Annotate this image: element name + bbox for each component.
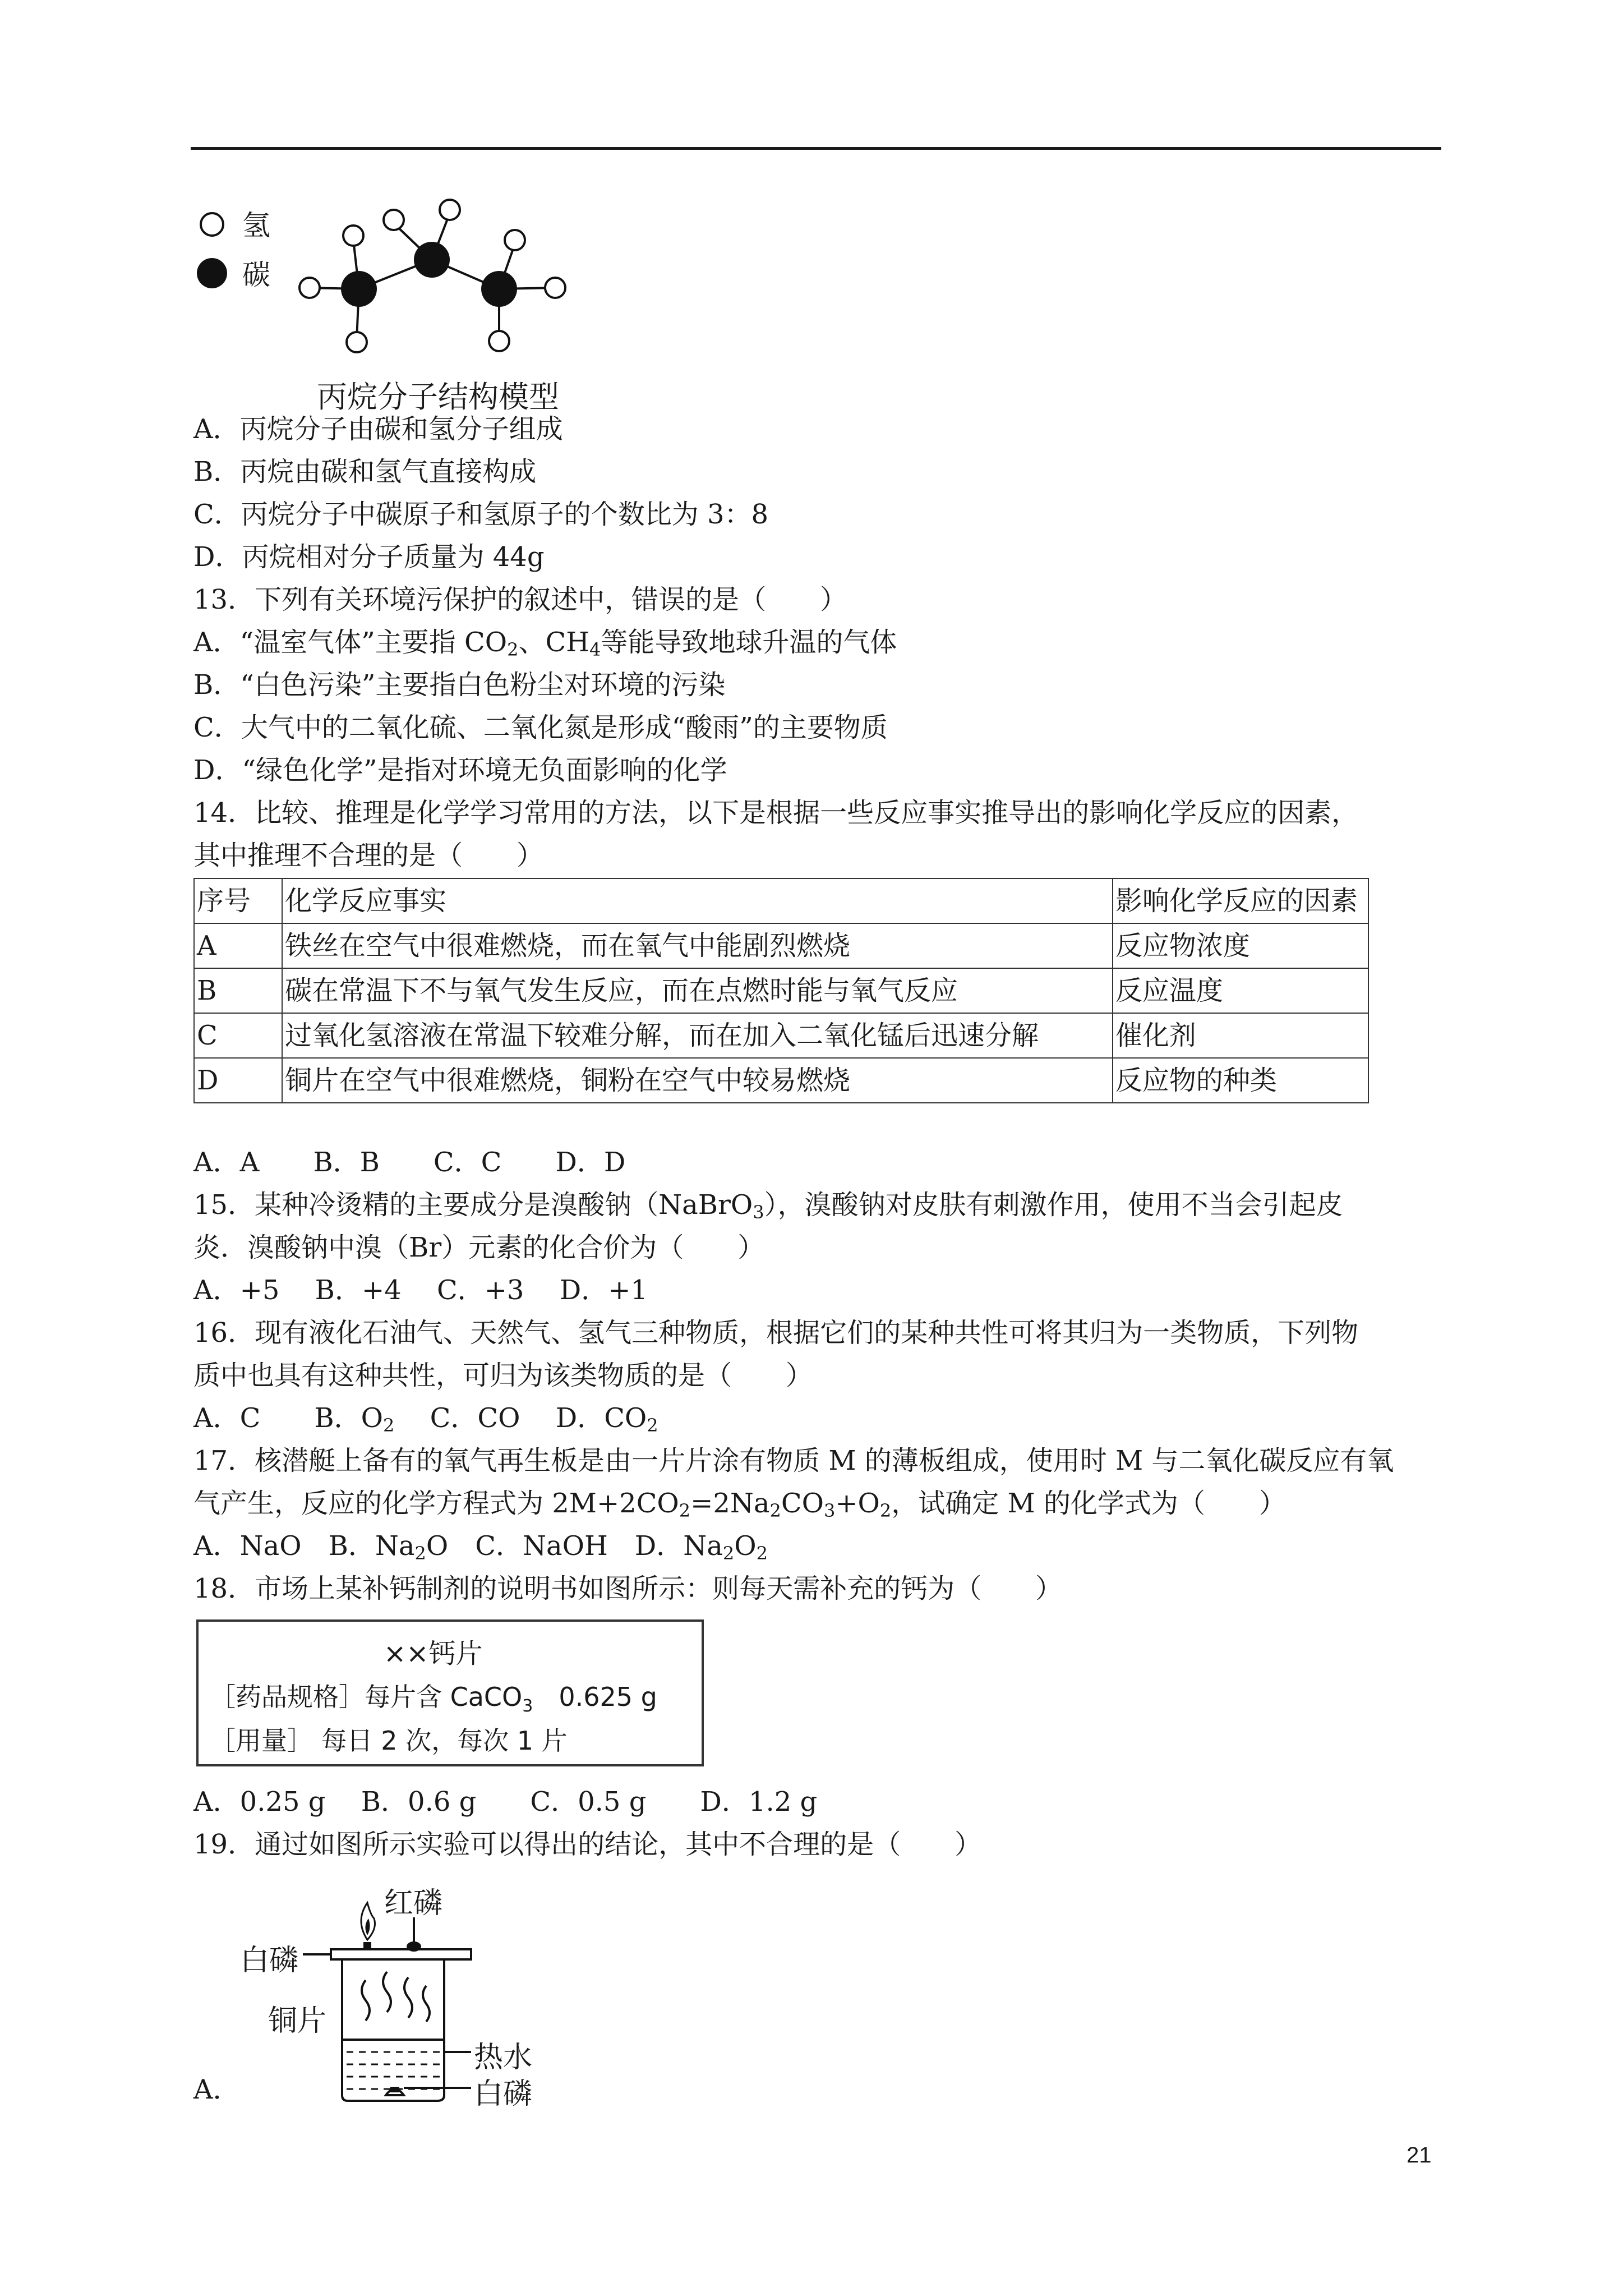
label-white-phosphorus-bottom: 白磷 [474, 2077, 533, 2111]
q14-stem-line2: 其中推理不合理的是（ ） [193, 840, 544, 871]
table-cell: D [194, 1058, 282, 1103]
label-white-phosphorus-top: 白磷 [240, 1944, 299, 1977]
table-cell: 铜片在空气中很难燃烧，铜粉在空气中较易燃烧 [282, 1058, 1113, 1103]
q14-table [193, 878, 1369, 1103]
label-red-phosphorus: 红磷 [384, 1887, 443, 1920]
table-cell: 反应物的种类 [1113, 1058, 1368, 1103]
label-hot-water: 热水 [474, 2041, 533, 2074]
legend-hydrogen-marker [201, 213, 223, 236]
table-cell: 过氧化氢溶液在常温下较难分解，而在加入二氧化锰后迅速分解 [282, 1013, 1113, 1058]
carbon-atom [341, 271, 377, 307]
q17-stem-line1: 17．核潜艇上备有的氧气再生板是由一片片涂有物质 M 的薄板组成，使用时 M 与二氧化碳反应有氧 [193, 1445, 1394, 1476]
q16-options: A．C B．$O_2$ C．CO D．$CO_2$ [193, 1402, 658, 1436]
table-row [194, 1013, 1368, 1058]
q13-option-b: B．“白色污染”主要指白色粉尘对环境的污染 [193, 669, 726, 701]
page-number: 21 [1407, 2143, 1432, 2168]
q17-options: A．NaO B．$Na_2O$ C．NaOH D．$Na_2O_2$ [193, 1530, 768, 1564]
q19-stem: 19．通过如图所示实验可以得出的结论，其中不合理的是（ ） [193, 1829, 982, 1860]
q13-option-d: D．“绿色化学”是指对环境无负面影响的化学 [193, 754, 727, 786]
q14-options: A．A B．B C．C D．D [193, 1147, 626, 1178]
table-cell: 反应温度 [1113, 968, 1368, 1013]
calcium-box-title: ××钙片 [384, 1638, 483, 1669]
legend-carbon-marker [197, 258, 227, 288]
q13-option-c: C．大气中的二氧化硫、二氧化氮是形成“酸雨”的主要物质 [193, 712, 888, 743]
q18-stem: 18．市场上某补钙制剂的说明书如图所示：则每天需补充的钙为（ ） [193, 1573, 1063, 1604]
q19-option-a: A． [193, 2074, 240, 2105]
table-row [194, 968, 1368, 1013]
q12-option-a: A．丙烷分子由碳和氢分子组成 [193, 413, 563, 445]
q12-option-d: D．丙烷相对分子质量为 44g [193, 541, 545, 573]
carbon-atom [481, 271, 517, 307]
q15-stem-line1: 15．某种冷烫精的主要成分是溴酸钠（NaBrO$_3$），溴酸钠对皮肤有刺激作用，使用不当会引起皮 [193, 1189, 1343, 1223]
table-cell: 催化剂 [1113, 1013, 1368, 1058]
legend-hydrogen-label: 氢 [242, 209, 270, 242]
label-copper-plate: 铜片 [268, 2004, 327, 2038]
table-header-cell: 化学反应事实 [282, 878, 1113, 923]
table-row [194, 923, 1368, 968]
carbon-atom [414, 242, 450, 278]
calcium-box-dosage: ［用量］ 每日 2 次，每次 1 片 [210, 1726, 568, 1756]
table-cell: 铁丝在空气中很难燃烧，而在氧气中能剧烈燃烧 [282, 923, 1113, 968]
q13-option-a: A．“温室气体”主要指 $CO_2$、$CH_4$等能导致地球升温的气体 [193, 627, 897, 660]
q17-stem-line2: 气产生，反应的化学方程式为 $2M+2CO_2=2Na_2CO_3+O_2$，试确定 M 的化学式为（ ） [193, 1488, 1286, 1521]
table-cell: B [194, 968, 282, 1013]
table-header-row [194, 878, 1368, 923]
q18-options: A．0.25 g B．0.6 g C．0.5 g D．1.2 g [193, 1786, 818, 1818]
table-cell: C [194, 1013, 282, 1058]
calcium-label-box [196, 1619, 704, 1766]
table-row [194, 1058, 1368, 1103]
q16-stem-line1: 16．现有液化石油气、天然气、氢气三种物质，根据它们的某种共性可将其归为一类物质，下列物 [193, 1317, 1359, 1349]
q12-option-b: B．丙烷由碳和氢气直接构成 [193, 456, 537, 487]
q16-stem-line2: 质中也具有这种共性，可归为该类物质的是（ ） [193, 1360, 813, 1391]
table-cell: A [194, 923, 282, 968]
table-cell: 碳在常温下不与氧气发生反应，而在点燃时能与氧气反应 [282, 968, 1113, 1013]
table-cell: 反应物浓度 [1113, 923, 1368, 968]
legend-carbon-label: 碳 [242, 259, 270, 291]
q13-stem: 13．下列有关环境污保护的叙述中，错误的是（ ） [193, 584, 847, 615]
q15-stem-line2: 炎．溴酸钠中溴（Br）元素的化合价为（ ） [193, 1232, 765, 1263]
calcium-box-spec: ［药品规格］每片含 CaCO$_3$ 0.625 g [210, 1682, 657, 1717]
q12-option-c: C．丙烷分子中碳原子和氢原子的个数比为 3：8 [193, 499, 769, 530]
q14-stem-line1: 14．比较、推理是化学学习常用的方法，以下是根据一些反应事实推导出的影响化学反应的因素， [193, 797, 1359, 829]
header-rule [191, 147, 1441, 150]
figure-caption: 丙烷分子结构模型 [317, 379, 559, 415]
table-header-cell: 序号 [194, 878, 282, 923]
q15-options: A．+5 B．+4 C．+3 D．+1 [193, 1274, 648, 1306]
table-header-cell: 影响化学反应的因素 [1113, 878, 1368, 923]
